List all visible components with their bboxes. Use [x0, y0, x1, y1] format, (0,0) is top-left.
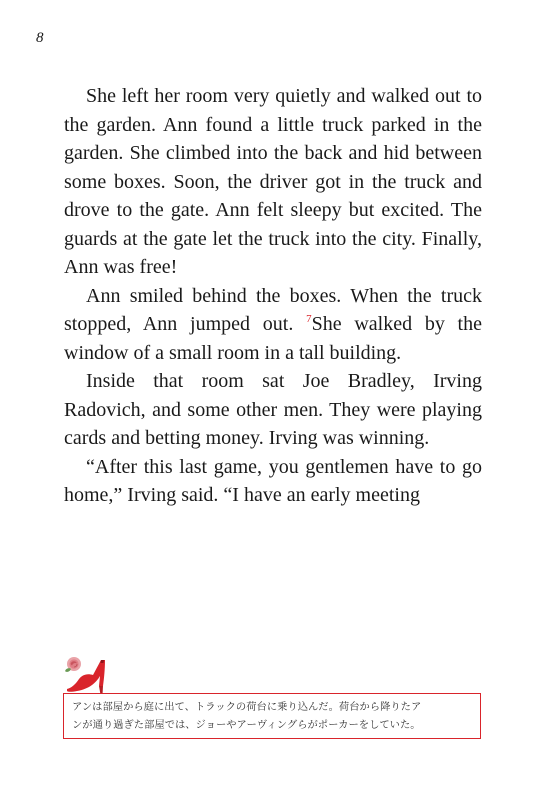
paragraph-4: “After this last game, you gentlemen have to go home,” Irving said. “I have an early meeting	[64, 455, 482, 506]
paragraph-2	[64, 282, 482, 368]
note-line-2: ンが通り過ぎた部屋では、ジョーやアーヴィングらがポーカーをしていた。	[72, 719, 421, 731]
paragraph-2-text-after: She walked by the window of a small room in a tall building.	[64, 313, 482, 364]
footnote-marker: 7	[306, 313, 312, 325]
page-number: 8	[36, 30, 44, 46]
rose-icon	[65, 657, 81, 673]
note-line-1: アンは部屋から庭に出て、トラックの荷台に乗り込んだ。荷台から降りたア	[72, 701, 422, 713]
japanese-summary-note	[63, 693, 481, 739]
paragraph-3: Inside that room sat Joe Bradley, Irving Radovich, and some other men. They were playing cards and betting money. Irving was winning.	[64, 370, 482, 449]
red-high-heel-with-rose-icon	[63, 655, 111, 695]
story-text	[64, 82, 482, 510]
paragraph-2-text-before: Ann smiled behind the boxes. When the truck stopped, Ann jumped out.	[64, 284, 482, 335]
paragraph-1: She left her room very quietly and walked out to the garden. Ann found a little truck parked in the garden. She climbed into the back and hid between some boxes. Soon, the driver got in the truck and drove to the gate. Ann felt sleepy but excited. The guards at the gate let the truck into the city. Finally, Ann was free!	[64, 85, 482, 278]
